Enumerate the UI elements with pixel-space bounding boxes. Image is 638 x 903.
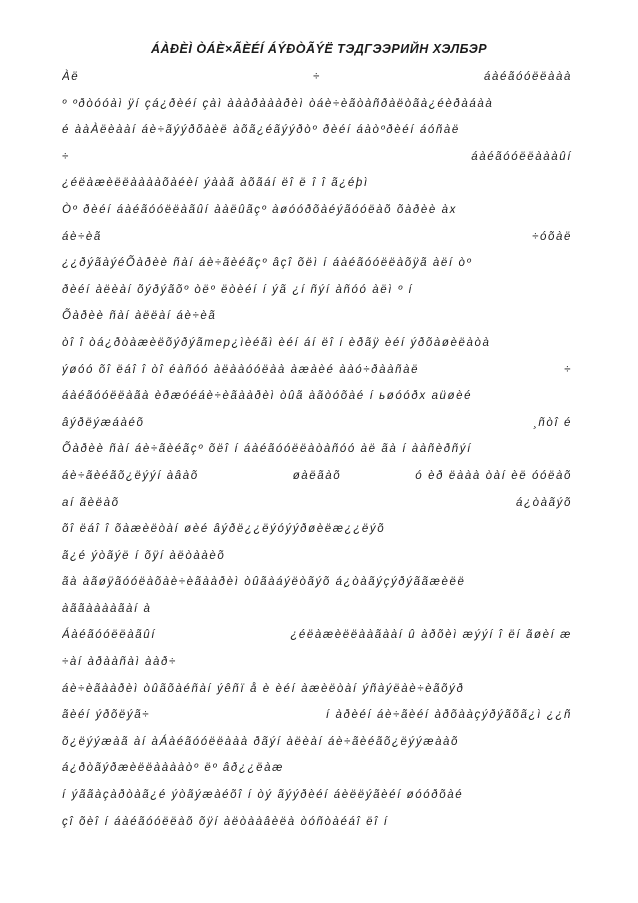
text-segment: áàéãóóëëààà	[484, 71, 572, 83]
text-segment: Àë	[62, 71, 80, 83]
text-segment: ÷óõàë	[532, 230, 572, 243]
text-segment: çî õèî í áàéãóóëëàõ õÿí àëòààâèëà òóñòàéáî ëî í	[62, 815, 389, 828]
text-segment: ãèéí ýðõëýã÷	[62, 709, 151, 722]
text-line	[62, 117, 572, 144]
text-line	[62, 91, 572, 118]
text-segment: ýøóó õî ëáî î òî éàñóó àëààóóëàà àæàèé ààó÷ðààñàë	[62, 363, 420, 376]
text-segment: õî ëáî î õàæèëòàí øèé âýðë¿¿ëýóýýðøèëæ¿¿ëýõ	[62, 523, 386, 536]
text-segment: é ààÀëèààí áè÷ãýýðõàèë àõã¿éãýýðòº ðèéí áàòºðèéí áóñàë	[62, 124, 460, 137]
text-line	[62, 596, 572, 623]
text-segment: ðèéí àëèàí õýðýãõº òëº ëòèéí í ýã ¿í ñýí àñóó àëì º í	[62, 283, 414, 296]
body-text	[62, 64, 572, 835]
text-line	[62, 569, 572, 596]
text-line	[62, 144, 572, 171]
text-segment: ãà àãøÿãóóëàõàè÷èãààðèì òûãàáýëòãýõ á¿òàãýçýðýããæèëë	[62, 576, 466, 589]
text-line	[62, 170, 572, 197]
text-segment: ÷	[313, 71, 321, 83]
text-segment: áàéãóóëëàãà èðæóéáè÷èãààðèì òûã àãòóõàé í ьøóóðх аüøèé	[62, 390, 473, 403]
text-segment: òî î òá¿ðòàæèëõýðýãmeр¿ìèéãì èéí áí ëî í èðãÿ èéí ýðõàøèëàòà	[62, 336, 491, 349]
text-segment: áàéãóóëëàààûí	[471, 150, 572, 163]
text-line	[62, 357, 572, 384]
text-segment: ó èð ëààà òàí èë óóëàõ	[415, 469, 572, 482]
text-segment: õ¿ëýýæàã àí àÁàéãóóëëààà ðãýí àëèàí áè÷ãèéãõ¿ëýýæààõ	[62, 735, 460, 748]
page-title: ÁÀÐÈÌ ÒÁÈ×ÃÈÉÍ ÁÝÐÒÃÝË ТЭДГЭЭРИЙН ХЭЛБЭР	[150, 42, 488, 56]
text-segment: á¿ðòãýðæèëëààààòº ëº âð¿¿ëàæ	[62, 762, 284, 775]
text-segment: áè÷èã	[62, 230, 102, 243]
text-segment: øàëãàõ	[292, 469, 342, 482]
text-segment: ÷	[62, 150, 70, 163]
text-segment: Õàðèè ñàí áè÷ãèéãçº õëî í áàéãóóëëàòàñóó àë ãà í ààñèðñýí	[62, 443, 472, 456]
text-segment: Òº ðèéí áàéãóóëëàãûí ààëûãçº àøóóðõàéýãóóëàõ õàðèè àх	[62, 203, 458, 216]
text-segment: áè÷ãèéãõ¿ëýýí àâàõ	[62, 469, 199, 482]
text-line	[62, 702, 572, 729]
text-segment: ÷àí àðààñàì ààð÷	[62, 656, 177, 669]
text-line	[62, 490, 572, 517]
text-segment: Áàéãóóëëàãûí	[62, 629, 157, 642]
text-segment: Õàðèè ñàí àëëàí áè÷èã	[62, 310, 217, 323]
text-line	[62, 330, 572, 357]
text-segment: ¸ñòî é	[532, 416, 572, 429]
text-segment: ¿¿ðýãàýéÕàðèè ñàí áè÷ãèéãçº âçî õëì í áàéãóóëëàõÿã àëí òº	[62, 257, 473, 270]
text-segment: ¿éëàæèëëààãààí û àðõèì æýýí î ëí ãøèí æ	[290, 629, 572, 642]
text-line	[62, 463, 572, 490]
text-segment: àããààààãàí à	[62, 602, 152, 615]
text-segment: í àðèéí áè÷ãèéí àðõààçýðýãõã¿ì ¿¿ñ	[325, 709, 572, 722]
text-segment: ã¿é ýòãýë í õÿí àëòààèõ	[62, 549, 226, 562]
text-line	[62, 303, 572, 330]
text-line	[62, 197, 572, 224]
text-line	[62, 250, 572, 277]
text-segment: âýðëýæáàéõ	[62, 416, 145, 429]
text-line	[62, 436, 572, 463]
text-line	[62, 224, 572, 251]
text-line	[62, 676, 572, 703]
text-line	[62, 622, 572, 649]
text-line	[62, 809, 572, 836]
text-line	[62, 410, 572, 437]
text-line	[62, 64, 572, 91]
text-line	[62, 516, 572, 543]
text-segment: ¿éëàæèëëààààõàéèí ýààã àõãáí ëî ë î î ã¿éþì	[62, 177, 369, 190]
text-segment: º ºðòóóàì ÿí çá¿ðèéí çàì àààðàààðèì òáè÷èãòàñðàëòãà¿éèðàáàà	[62, 97, 494, 110]
text-segment: áè÷èãààðèì òûãõàéñàí ýêñï å è èéí àæèëòàí ýñàýëàè÷èãõýð	[62, 682, 465, 695]
text-segment: ÷	[564, 363, 572, 376]
text-segment: í ýããàçàðòàã¿é ýòãýæàéõî í òý ãýýðèéí áèëëýãèéí øóóðõàé	[62, 789, 464, 802]
text-line	[62, 649, 572, 676]
text-segment: á¿òàãýõ	[516, 496, 572, 509]
text-line	[62, 782, 572, 809]
text-segment: аí ãèëàõ	[62, 496, 120, 509]
text-line	[62, 383, 572, 410]
text-line	[62, 729, 572, 756]
text-line	[62, 543, 572, 570]
text-line	[62, 755, 572, 782]
text-line	[62, 277, 572, 304]
